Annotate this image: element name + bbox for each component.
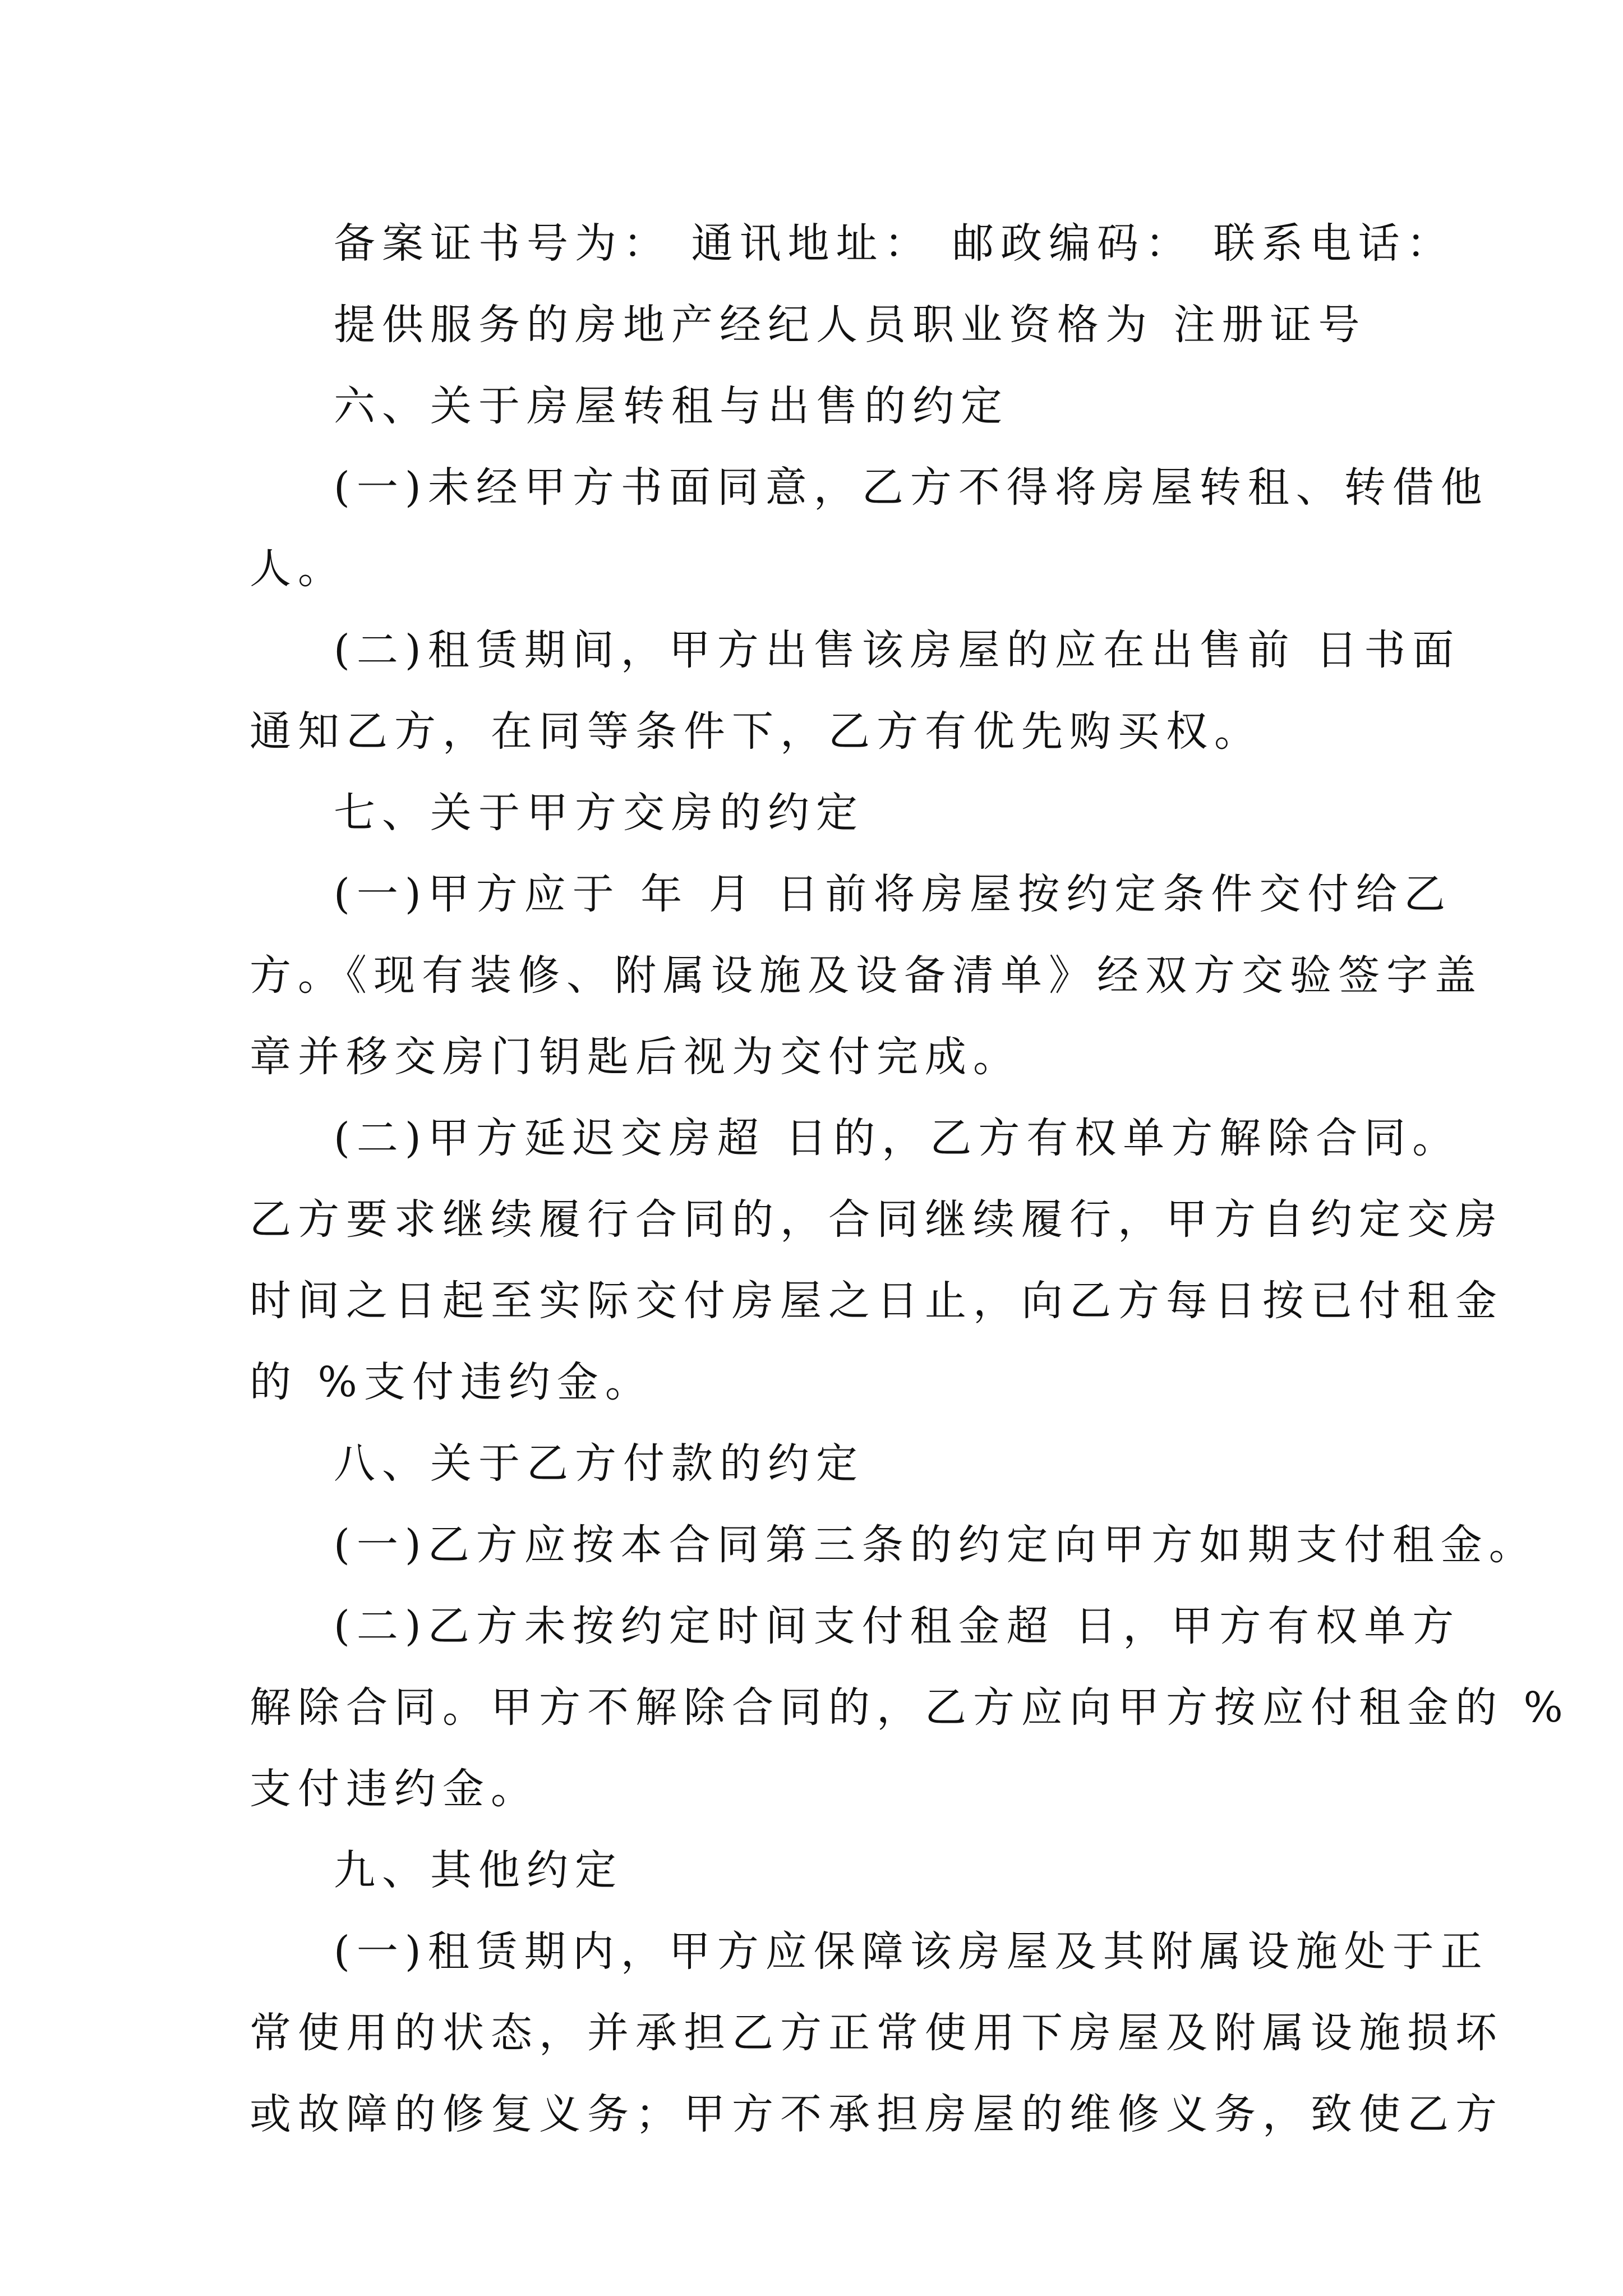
paragraph-line: 章并移交房门钥匙后视为交付完成。 <box>250 1033 1021 1081</box>
section-heading: 六、关于房屋转租与出售的约定 <box>334 382 1009 430</box>
paragraph-line: (一)未经甲方书面同意，乙方不得将房屋转租、转借他 <box>334 463 1489 512</box>
paragraph-line: 或故障的修复义务；甲方不承担房屋的维修义务，致使乙方 <box>250 2090 1504 2138</box>
paragraph-line: 方。《现有装修、附属设施及设备清单》经双方交验签字盖 <box>250 951 1483 1000</box>
paragraph-line: (二)甲方延迟交房超 日的，乙方有权单方解除合同。 <box>334 1114 1461 1162</box>
paragraph-line: 的 %支付违约金。 <box>250 1358 653 1406</box>
paragraph-line: (二)租赁期间，甲方出售该房屋的应在出售前 日书面 <box>334 626 1461 674</box>
paragraph-line: (一)甲方应于 年 月 日前将房屋按约定条件交付给乙 <box>334 870 1453 918</box>
section-heading: 九、其他约定 <box>334 1846 623 1894</box>
contract-text <box>250 203 1570 2155</box>
paragraph-line: (一)乙方应按本合同第三条的约定向甲方如期支付租金。 <box>334 1521 1537 1569</box>
paragraph-line: 人。 <box>250 545 346 593</box>
paragraph-line: 提供服务的房地产经纪人员职业资格为 注册证号 <box>334 301 1367 349</box>
paragraph-line: 通知乙方，在同等条件下，乙方有优先购买权。 <box>250 707 1262 756</box>
paragraph-line: 常使用的状态，并承担乙方正常使用下房屋及附属设施损坏 <box>250 2009 1504 2057</box>
section-heading: 七、关于甲方交房的约定 <box>334 789 864 837</box>
paragraph-line: 支付违约金。 <box>250 1765 539 1813</box>
paragraph-line: 解除合同。甲方不解除合同的，乙方应向甲方按应付租金的 % <box>250 1683 1570 1732</box>
section-heading: 八、关于乙方付款的约定 <box>334 1439 864 1488</box>
paragraph-line: 时间之日起至实际交付房屋之日止，向乙方每日按已付租金 <box>250 1277 1504 1325</box>
paragraph-line: (二)乙方未按约定时间支付租金超 日，甲方有权单方 <box>334 1602 1461 1650</box>
paragraph-line: 备案证书号为： 通讯地址： 邮政编码： 联系电话： <box>334 219 1455 268</box>
paragraph-line: (一)租赁期内，甲方应保障该房屋及其附属设施处于正 <box>334 1927 1489 1976</box>
paragraph-line: 乙方要求继续履行合同的，合同继续履行，甲方自约定交房 <box>250 1195 1504 1244</box>
